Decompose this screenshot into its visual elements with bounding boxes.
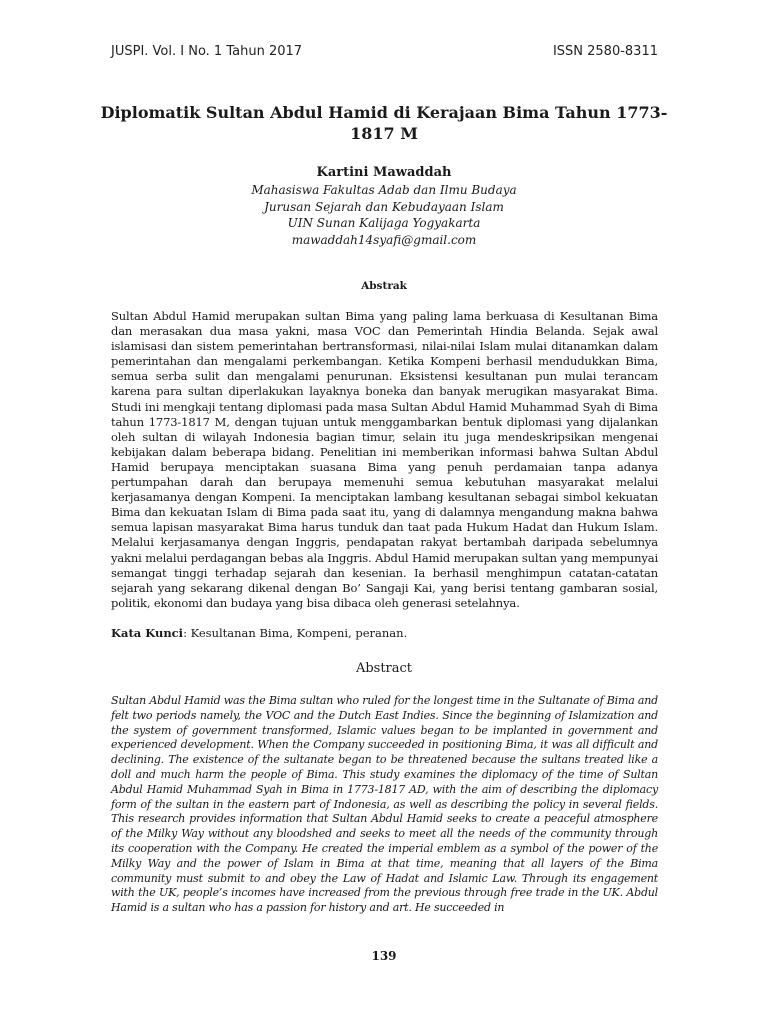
page-number: 139	[371, 949, 397, 963]
author-affiliation-faculty: Mahasiswa Fakultas Adab dan Ilmu Budaya	[251, 183, 517, 197]
keywords-text: : Kesultanan Bima, Kompeni, peranan.	[183, 626, 408, 640]
abstrak-paragraph: Sultan Abdul Hamid merupakan sultan Bima yang paling lama berkuasa di Kesultanan Bima dan merasakan dua masa yakni, masa VOC dan Pemerintah Hindia Belanda. Sejak awal islamisasi dan sistem pemerintahan bertransformasi, nilai-nilai Islam mulai ditanamkan dalam pemerintahan dan mengalami perkembangan. Ketika Kompeni berhasil mendudukkan Bima, semua serba sulit dan mengalami penurunan. Eksistensi kesultanan pun mulai terancam karena para sultan diperlakukan layaknya boneka dan banyak merugikan masyarakat Bima. Studi ini mengkaji tentang diplomasi pada masa Sultan Abdul Hamid Muhammad Syah di Bima tahun 1773-1817 M, dengan tujuan untuk menggambarkan bentuk diplomasi yang dijalankan oleh sultan di wilayah Indonesia bagian timur, selain itu juga mendeskripsikan mengenai kebijakan dalam beberapa bidang. Penelitian ini memberikan informasi bahwa Sultan Abdul Hamid berupaya menciptakan suasana Bima yang penuh perdamaian tanpa adanya pertumpahan darah dan berupaya memenuhi semua kebutuhan masyarakat melalui kerjasamanya dengan Kompeni. Ia menciptakan lambang kesultanan sebagai simbol kekuatan Bima dan kekuatan Islam di Bima pada saat itu, yang di dalamnya mengandung makna bahwa semua lapisan masyarakat Bima harus tunduk dan taat pada Hukum Hadat dan Hukum Islam. Melalui kerjasamanya dengan Inggris, pendapatan rakyat bertambah daripada sebelumnya yakni melalui perdagangan bebas ala Inggris. Abdul Hamid merupakan sultan yang mempunyai semangat tinggi terhadap sejarah dan kesenian. Ia berhasil menghimpun catatan-catatan sejarah yang sekarang dikenal dengan Bo’ Sangaji Kai, yang berisi tentang gambaran sosial, politik, ekonomi dan budaya yang bisa dibaca oleh generasi setelahnya.	[111, 309, 658, 610]
running-header	[111, 44, 658, 59]
abstract-heading: Abstract	[355, 661, 413, 676]
author-email: mawaddah14syafi@gmail.com	[291, 232, 477, 247]
abstrak-heading: Abstrak	[361, 280, 407, 292]
keywords-line	[111, 626, 658, 641]
abstract-paragraph: Sultan Abdul Hamid was the Bima sultan who ruled for the longest time in the Sultanate of Bima and felt two periods namely, the VOC and the Dutch East Indies. Since the beginning of Islamization and the system of government transformed, Islamic values began to be implanted in government and experienced development. When the Company succeeded in positioning Bima, it was all difficult and declining. The existence of the sultanate began to be threatened because the sultans treated like a doll and much harm the people of Bima. This study examines the diplomacy of the time of Sultan Abdul Hamid Muhammad Syah in Bima in 1773-1817 AD, with the aim of describing the diplomacy form of the sultan in the eastern part of Indonesia, as well as describing the policy in several fields. This research provides information that Sultan Abdul Hamid seeks to create a peaceful atmosphere of the Milky Way without any bloodshed and seeks to meet all the needs of the community through its cooperation with the Company. He created the imperial emblem as a symbol of the power of the Milky Way and the power of Islam in Bima at that time, meaning that all layers of the Bima community must submit to and obey the Law of Hadat and Islamic Law. Through its engagement with the UK, people’s incomes have increased from the previous through free trade in the UK. Abdul Hamid is a sultan who has a passion for history and art. He succeeded in	[111, 694, 658, 915]
issn-label: ISSN 2580-8311	[552, 44, 658, 59]
paper-title: Diplomatik Sultan Abdul Hamid di Kerajaan Bima Tahun 1773-1817 M	[100, 103, 668, 143]
author-affiliation-university: UIN Sunan Kalijaga Yogyakarta	[287, 216, 481, 230]
keywords-label: Kata Kunci	[111, 626, 184, 640]
author-name: Kartini Mawaddah	[316, 165, 452, 180]
journal-citation: JUSPI. Vol. I No. 1 Tahun 2017	[111, 44, 303, 59]
author-block	[100, 164, 668, 248]
author-affiliation-department: Jurusan Sejarah dan Kebudayaan Islam	[264, 199, 504, 214]
